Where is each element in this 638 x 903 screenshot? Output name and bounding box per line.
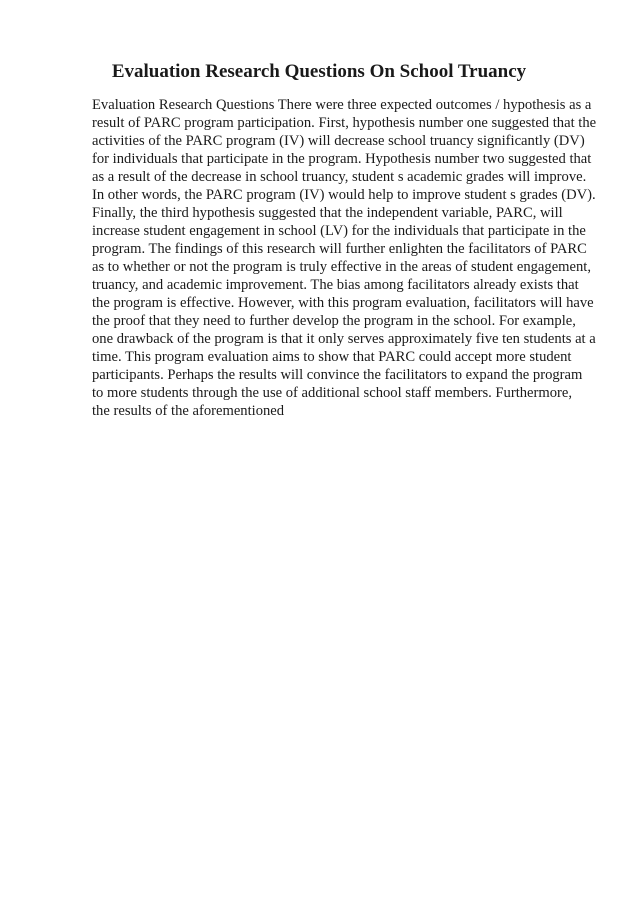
- body-line: time. This program evaluation aims to show that PARC could accept more student: [92, 349, 572, 365]
- body-line: as to whether or not the program is truly effective in the areas of student engagement,: [92, 259, 591, 275]
- body-line: to more students through the use of additional school staff members. Furthermore,: [92, 385, 573, 401]
- body-line: increase student engagement in school (LV) for the individuals that participate in the: [92, 223, 586, 239]
- body-line: result of PARC program participation. First, hypothesis number one suggested that the: [92, 115, 597, 131]
- body-line: program. The findings of this research will further enlighten the facilitators of PARC: [92, 241, 587, 257]
- body-line: one drawback of the program is that it only serves approximately five ten students at a: [92, 331, 596, 347]
- body-line: Finally, the third hypothesis suggested that the independent variable, PARC, will: [92, 205, 563, 221]
- document-title: Evaluation Research Questions On School Truancy: [111, 61, 527, 82]
- body-line: participants. Perhaps the results will convince the facilitators to expand the program: [92, 367, 583, 383]
- body-line: the results of the aforementioned: [92, 403, 285, 419]
- body-line: as a result of the decrease in school truancy, student s academic grades will improve.: [92, 169, 587, 185]
- body-line: Evaluation Research Questions There were three expected outcomes / hypothesis as a: [92, 97, 592, 113]
- body-line: the program is effective. However, with this program evaluation, facilitators will have: [92, 295, 594, 311]
- body-line: truancy, and academic improvement. The bias among facilitators already exists that: [92, 277, 579, 293]
- document-body: [92, 96, 612, 420]
- body-line: for individuals that participate in the program. Hypothesis number two suggested that: [92, 151, 592, 167]
- body-line: In other words, the PARC program (IV) would help to improve student s grades (DV).: [92, 187, 596, 203]
- body-line: activities of the PARC program (IV) will decrease school truancy significantly (DV): [92, 133, 585, 149]
- body-line: the proof that they need to further develop the program in the school. For example,: [92, 313, 576, 329]
